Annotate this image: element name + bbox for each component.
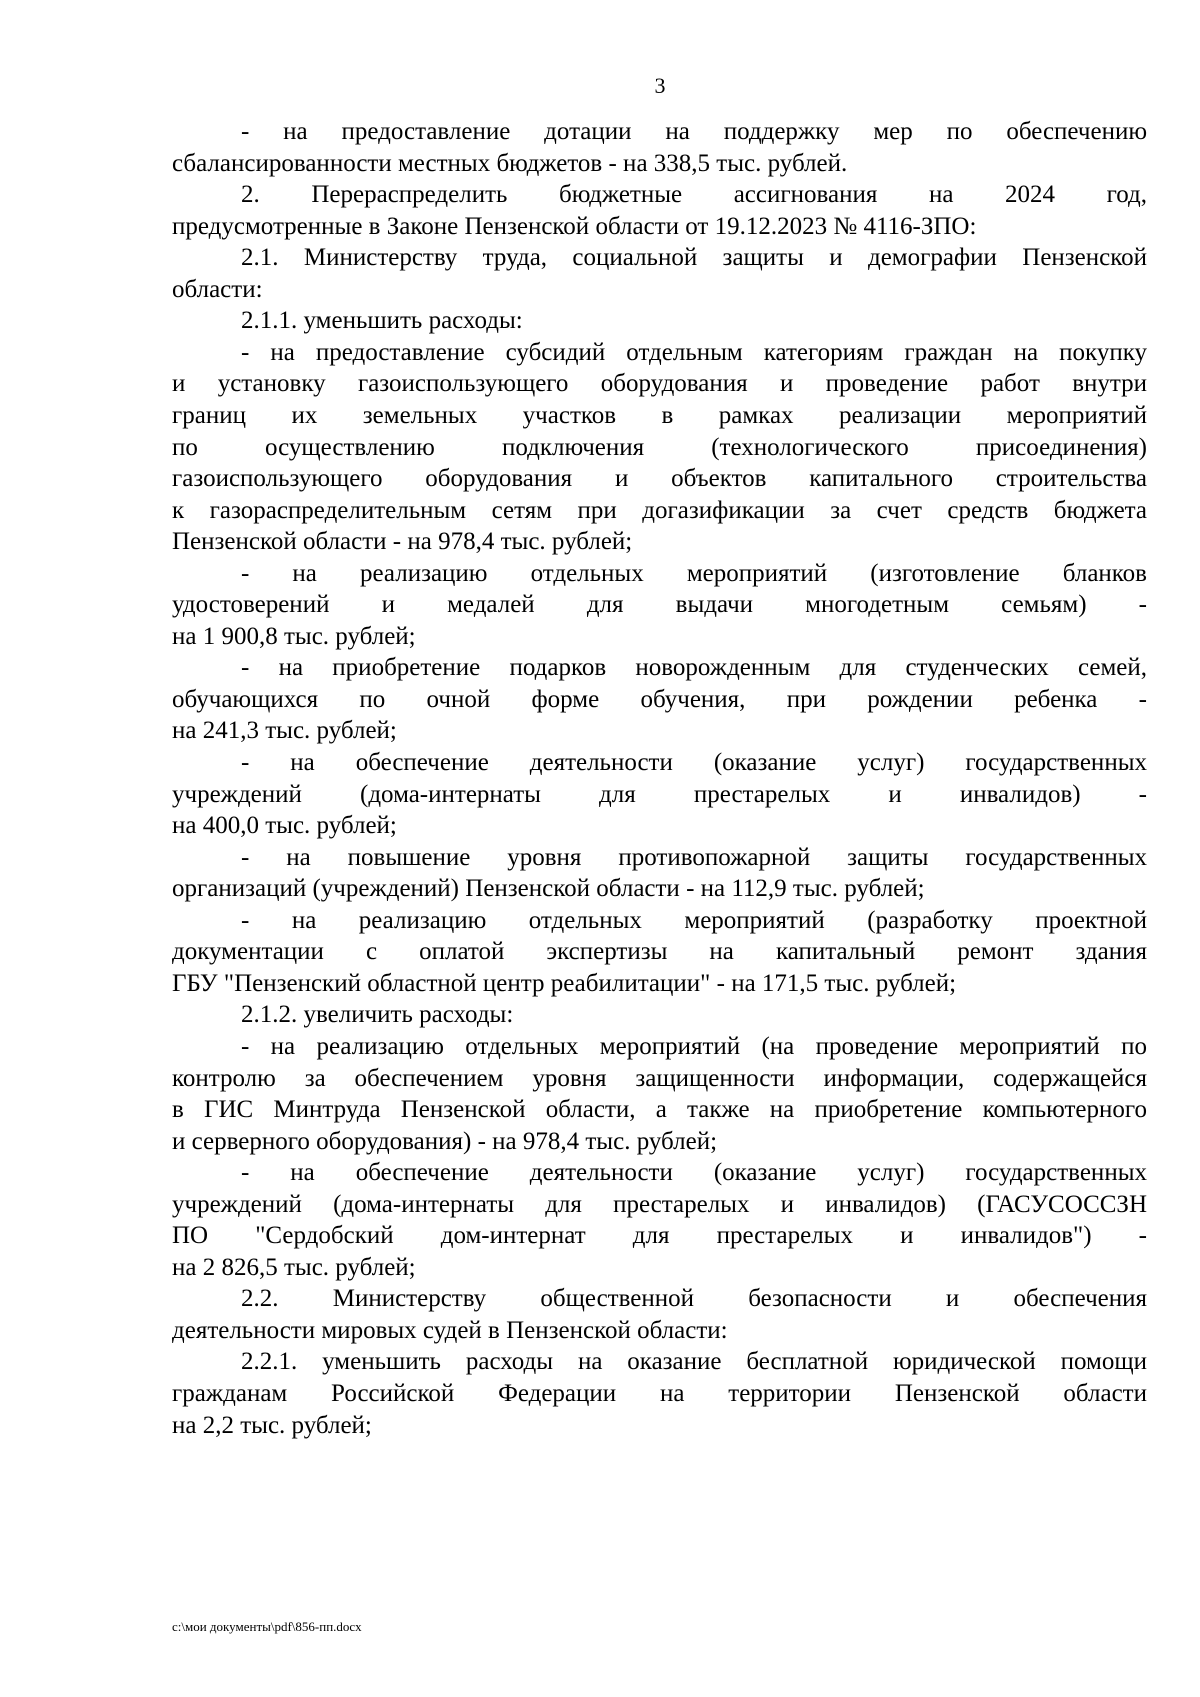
text-line: учреждений (дома-интернаты для престарелых и инвалидов) - [172,781,1147,808]
text-line: учреждений (дома-интернаты для престарелых и инвалидов) (ГАСУСОССЗН [172,1191,1147,1218]
text-line: 2.2. Министерству общественной безопасности и обеспечения [241,1285,1147,1312]
text-line: сбалансированности местных бюджетов - на 338,5 тыс. рублей. [172,150,848,177]
text-line: Пензенской области - на 978,4 тыс. рублей; [172,528,633,555]
text-line: 2.2.1. уменьшить расходы на оказание бесплатной юридической помощи [241,1348,1147,1375]
text-line: на 400,0 тыс. рублей; [172,812,397,839]
text-line: границ их земельных участков в рамках реализации мероприятий [172,402,1147,429]
text-line: области: [172,276,263,303]
text-line: - на предоставление субсидий отдельным категориям граждан на покупку [241,339,1147,366]
text-line: - на реализацию отдельных мероприятий (на проведение мероприятий по [241,1033,1147,1060]
text-line: - на повышение уровня противопожарной защиты государственных [241,844,1147,871]
text-line: на 2,2 тыс. рублей; [172,1412,372,1439]
text-line: и серверного оборудования) - на 978,4 тыс. рублей; [172,1128,718,1155]
text-line: - на реализацию отдельных мероприятий (разработку проектной [241,907,1147,934]
text-line: по осуществлению подключения (технологического присоединения) [172,434,1147,461]
text-line: документации с оплатой экспертизы на капитальный ремонт здания [172,938,1147,965]
text-line: и установку газоиспользующего оборудования и проведение работ внутри [172,370,1147,397]
text-line: удостоверений и медалей для выдачи многодетным семьям) - [172,591,1147,618]
text-line: - на приобретение подарков новорожденным для студенческих семей, [241,654,1147,681]
text-line: на 241,3 тыс. рублей; [172,717,397,744]
text-line: контролю за обеспечением уровня защищенности информации, содержащейся [172,1065,1147,1092]
text-line: - на обеспечение деятельности (оказание услуг) государственных [241,1159,1147,1186]
text-line: ПО "Сердобский дом-интернат для престарелых и инвалидов") - [172,1222,1147,1249]
text-line: 2. Перераспределить бюджетные ассигнования на 2024 год, [241,181,1147,208]
text-line: 2.1.2. увеличить расходы: [241,1001,514,1028]
page-number: 3 [654,73,666,98]
text-line: 2.1. Министерству труда, социальной защиты и демографии Пензенской [241,244,1147,271]
text-line: предусмотренные в Законе Пензенской области от 19.12.2023 № 4116-ЗПО: [172,213,977,240]
text-line: - на обеспечение деятельности (оказание услуг) государственных [241,749,1147,776]
text-line: газоиспользующего оборудования и объектов капитального строительства [172,465,1147,492]
footer-file-path: c:\мои документы\pdf\856-пп.docx [172,1619,362,1634]
text-line: организаций (учреждений) Пензенской области - на 112,9 тыс. рублей; [172,875,925,902]
text-line: гражданам Российской Федерации на территории Пензенской области [172,1380,1147,1407]
text-line: обучающихся по очной форме обучения, при рождении ребенка - [172,686,1147,713]
text-line: деятельности мировых судей в Пензенской области: [172,1317,728,1344]
text-line: в ГИС Минтруда Пензенской области, а также на приобретение компьютерного [172,1096,1147,1123]
text-line: - на предоставление дотации на поддержку мер по обеспечению [241,118,1147,145]
text-line: на 2 826,5 тыс. рублей; [172,1254,416,1281]
text-line: 2.1.1. уменьшить расходы: [241,307,523,334]
text-line: - на реализацию отдельных мероприятий (изготовление бланков [241,560,1147,587]
text-line: на 1 900,8 тыс. рублей; [172,623,416,650]
text-line: ГБУ "Пензенский областной центр реабилитации" - на 171,5 тыс. рублей; [172,970,957,997]
text-line: к газораспределительным сетям при догазификации за счет средств бюджета [172,497,1147,524]
